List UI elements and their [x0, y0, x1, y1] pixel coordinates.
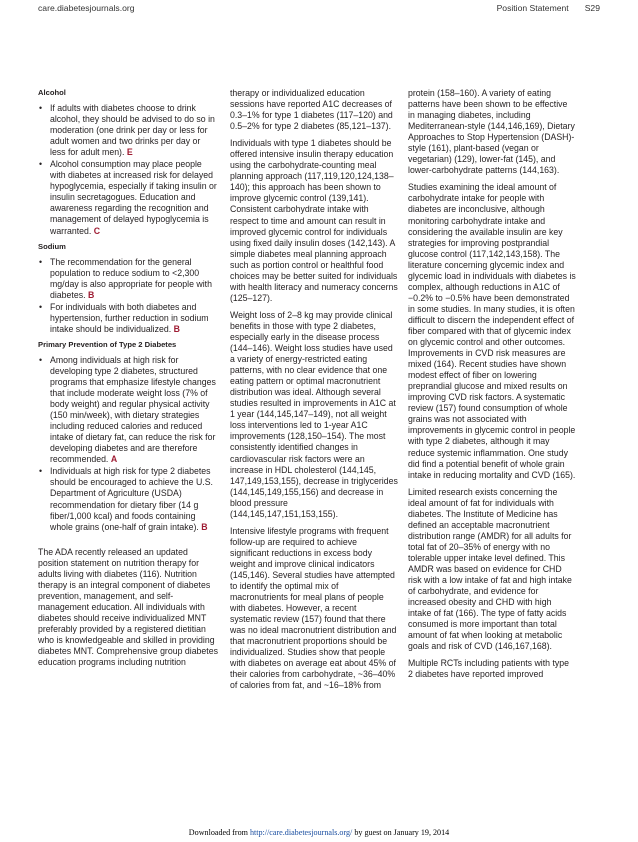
- sodium-heading: Sodium: [38, 241, 66, 251]
- evidence-grade: C: [93, 225, 101, 236]
- body-paragraph: Studies examining the ideal amount of carbohydrate intake for people with diabetes are inconclusive, although monitoring carbohydrate intake and considering the available insulin are key strategies for improving postprandial glucose control (117,142,143,158). The literature concerning glycemic index and glycemic load in individuals with diabetes is complex, although reductions in A1C of −0.2% to −0.5% have been demonstrated in some studies. In many studies, it is often difficult to discern the independent effect of fiber compared with that of glycemic index on glycemic control and other outcomes. Improvements in CVD risk measures are mixed (164). Recent studies have shown modest effect of fiber on lowering preprandial glucose and mixed results on improving CVD risk factors. A systematic review (157) found consumption of whole grains was not associated with improvements in glycemic control in people with type 2 diabetes, although it may reduce systemic inflammation. One study did find a potential benefit of whole grain intake in reducing mortality and CVD (165).: [408, 182, 576, 480]
- recommendation-item: [38, 257, 218, 301]
- bullet-icon: •: [39, 466, 43, 477]
- evidence-grade: B: [201, 521, 208, 532]
- recommendation-text: For individuals with both diabetes and hypertension, further reduction in sodium intake should be individualized.: [50, 301, 209, 334]
- running-header: [0, 0, 638, 20]
- page-number: S29: [584, 3, 600, 13]
- bullet-icon: •: [39, 354, 43, 365]
- recommendation-item: [38, 103, 218, 158]
- body-paragraph: Individuals with type 1 diabetes should be offered intensive insulin therapy education using the carbohydrate-counting meal planning approach (117,119,120,124,138–140); this approach has been shown to improve glycemic control (139,141). Consistent carbohydrate intake with respect to time and amount can result in improved glycemic control for individuals using fixed daily insulin doses (142,143). A simple diabetes meal planning approach such as portion control or healthful food choices may be better suited for individuals with health literacy and numeracy concerns (125–127).: [230, 138, 398, 303]
- sodium-recommendations: [38, 257, 218, 335]
- journal-site-link[interactable]: care.diabetesjournals.org: [38, 3, 135, 13]
- body-paragraph: protein (158–160). A variety of eating patterns have been shown to be effective in managing diabetes, including Mediterranean-style (144,146,169), Dietary Approaches to Stop Hypertension (DASH)-style (161), plant-based (vegan or vegetarian) (129), lower-fat (145), and lower-carbohydrate patterns (144,163).: [408, 88, 575, 176]
- recommendation-text: The recommendation for the general population to reduce sodium to <2,300 mg/day is also appropriate for people with diabetes.: [50, 256, 212, 300]
- body-paragraph: Intensive lifestyle programs with frequent follow-up are required to achieve significant reductions in excess body weight and improve clinical indicators (145,146). Several studies have attempted to identify the optimal mix of macronutrients for meal plans of people with diabetes. However, a recent systematic review (157) found that there was no ideal macronutrient distribution and that macronutrient proportions should be individualized. Studies show that people with diabetes on average eat about 45% of their calories from carbohydrate, ~36–40% of calories from fat, and ~16–18% from: [230, 525, 397, 691]
- bullet-icon: •: [39, 301, 43, 312]
- recommendation-item: [38, 159, 218, 236]
- evidence-grade: A: [110, 454, 118, 465]
- recommendation-item: [38, 466, 218, 532]
- evidence-grade: E: [126, 147, 133, 158]
- footer-link[interactable]: http://care.diabetesjournals.org/: [249, 828, 353, 837]
- recommendation-item: [38, 302, 218, 335]
- recommendation-text: Alcohol consumption may place people with diabetes at increased risk for delayed hypoglycemia, especially if taking insulin or insulin secretagogues. Education and awareness regarding the recognition and management of delayed hypoglycemia is warranted.: [50, 159, 217, 236]
- footer-prefix: Downloaded from: [188, 828, 248, 837]
- body-paragraph: Limited research exists concerning the ideal amount of fat for individuals with diabetes. The Institute of Medicine has defined an acceptable macronutrient distribution range (AMDR) for all adults for total fat of 20–35% of energy with no tolerable upper intake level defined. This AMDR was based on evidence for CHD risk with a low intake of fat and high intake of carbohydrate, and evidence for increased obesity and CHD with high intake of fat (166). The type of fatty acids consumed is more important than total amount of fat when looking at metabolic goals and risk of CVD (146,167,168).: [408, 486, 572, 652]
- bullet-icon: •: [39, 103, 43, 113]
- column-1: [38, 88, 218, 674]
- recommendation-text: If adults with diabetes choose to drink alcohol, they should be advised to do so in moderation (one drink per day or less for adult women and two drinks per day or less for adult men).: [50, 103, 215, 158]
- alcohol-recommendations: [38, 103, 218, 237]
- section-label: Position Statement: [496, 3, 569, 13]
- recommendation-text: Among individuals at high risk for developing type 2 diabetes, structured programs that emphasize lifestyle changes that include moderate weight loss (7% of body weight) and regular physical activity (150 min/week), with dietary strategies including reduced calories and reduced intake of dietary fat, can reduce the risk for developing diabetes and are therefore recommended.: [50, 354, 216, 465]
- evidence-grade: B: [87, 289, 95, 300]
- bullet-icon: •: [39, 159, 43, 170]
- column-3: [408, 88, 576, 686]
- body-paragraph: The ADA recently released an updated position statement on nutrition therapy for adults living with diabetes (116). Nutrition therapy is an integral component of diabetes prevention, management, and self-management education. All individuals with diabetes should receive individualized MNT preferably provided by a registered dietitian who is knowledgeable and skilled in providing diabetes MNT. Comprehensive group diabetes education programs including nutrition: [38, 546, 218, 668]
- alcohol-heading: Alcohol: [38, 88, 66, 97]
- recommendation-text: Individuals at high risk for type 2 diabetes should be encouraged to achieve the U.S. Department of Agriculture (USDA) recommendation for dietary fiber (14 g fiber/1,000 kcal) and foods containing whole grains (one-half of grain intake).: [50, 466, 213, 532]
- body-paragraph: therapy or individualized education sessions have reported A1C decreases of 0.3–1% for type 1 diabetes (117–120) and 0.5–2% for type 2 diabetes (85,121–137).: [230, 88, 393, 132]
- evidence-grade: B: [173, 323, 180, 334]
- prevention-recommendations: [38, 355, 218, 533]
- footer-suffix: by guest on January 19, 2014: [354, 828, 450, 837]
- prevention-heading: Primary Prevention of Type 2 Diabetes: [38, 339, 177, 349]
- download-footer: [0, 828, 638, 837]
- recommendation-item: [38, 355, 218, 465]
- header-right: [497, 3, 600, 13]
- bullet-icon: •: [39, 256, 43, 267]
- body-paragraph: Weight loss of 2–8 kg may provide clinical benefits in those with type 2 diabetes, especially early in the disease process (144–146). Weight loss studies have used a variety of energy-restricted eating patterns, with no clear evidence that one eating pattern or optimal macronutrient distribution was ideal. Although several studies resulted in improvements in A1C at 1 year (144,145,147–149), not all weight loss interventions led to 1-year A1C improvements (128,150–154). The most consistently identified changes in cardiovascular risk factors were an increase in HDL cholesterol (144,145, 147,149,153,155), decrease in triglycerides (144,145,149,155,156) and decrease in blood pressure (144,145,147,151,153,155).: [230, 309, 398, 519]
- column-2: [230, 88, 398, 697]
- body-paragraph: Multiple RCTs including patients with type 2 diabetes have reported improved: [408, 658, 569, 680]
